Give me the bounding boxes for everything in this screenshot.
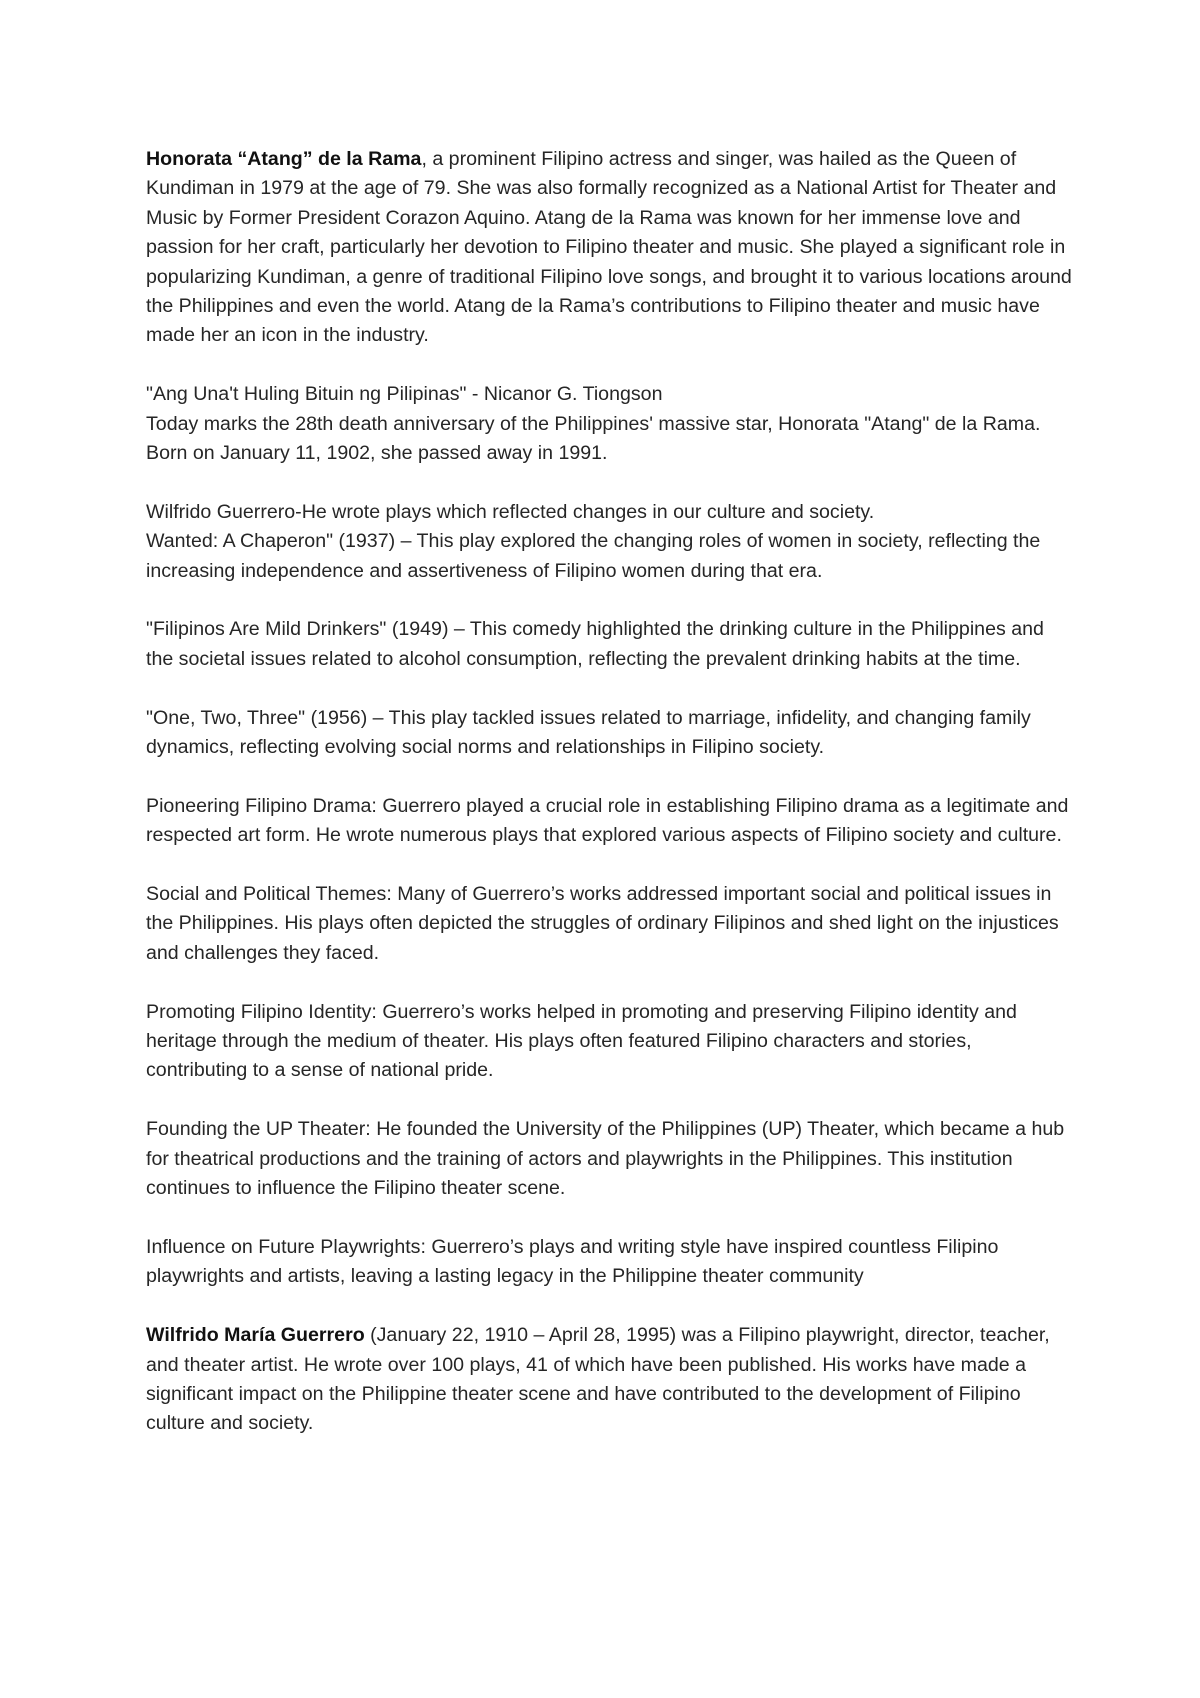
paragraph-mild-drinkers: "Filipinos Are Mild Drinkers" (1949) – This comedy highlighted the drinking culture in the Philippines and the societal issues related to alcohol consumption, reflecting the prevalent drinking habits at the time. — [146, 618, 1044, 670]
paragraph-wanted-chaperon: Wanted: A Chaperon" (1937) – This play explored the changing roles of women in society, reflecting the increasing independence and assertiveness of Filipino women during that era. — [146, 530, 1041, 582]
guerrero-bio-text: (January 22, 1910 – April 28, 1995) was a Filipino playwright, director, teacher, and theater artist. He wrote over 100 plays, 41 of which have been published. His works have made a significant impact on the Philippine theater scene and have contributed to the development of Filipino culture and society. — [146, 1324, 1050, 1435]
paragraph-one-two-three: "One, Two, Three" (1956) – This play tackled issues related to marriage, infidelity, and changing family dynamics, reflecting evolving social norms and relationships in Filipino society. — [146, 706, 1031, 759]
paragraph-atang-intro — [146, 145, 1076, 351]
paragraph-guerrero-bio — [146, 1321, 1076, 1439]
paragraph-social-political: Social and Political Themes: Many of Guerrero’s works addressed important social and political issues in the Philippines. His plays often depicted the struggles of ordinary Filipinos and shed light on the injustices and challenges they faced. — [146, 883, 1059, 964]
document-page — [146, 145, 1076, 1468]
paragraph-filipino-identity: Promoting Filipino Identity: Guerrero’s works helped in promoting and preserving Filipino identity and heritage through the medium of theater. His plays often featured Filipino characters and stories, contributing to a sense of national pride. — [146, 1000, 1017, 1082]
atang-intro-text: , a prominent Filipino actress and singer, was hailed as the Queen of Kundiman in 1979 at the age of 79. She was also formally recognized as a National Artist for Theater and Music by Former President Corazon Aquino. Atang de la Rama was known for her immense love and passion for her craft, particularly her devotion to Filipino theater and music. She played a significant role in popularizing Kundiman, a genre of traditional Filipino love songs, and brought it to various locations around the Philippines and even the world. Atang de la Rama’s contributions to Filipino theater and music have made her an icon in the industry. — [146, 148, 1072, 347]
paragraph-death-anniversary: Today marks the 28th death anniversary of the Philippines' massive star, Honorata "Atang" de la Rama. Born on January 11, 1902, she passed away in 1991. — [146, 412, 1041, 465]
paragraph-tiongson-title: "Ang Una't Huling Bituin ng Pilipinas" - Nicanor G. Tiongson — [146, 383, 663, 406]
paragraph-guerrero-plays-intro: Wilfrido Guerrero-He wrote plays which reflected changes in our culture and society. — [146, 500, 875, 523]
atang-name-bold: Honorata “Atang” de la Rama — [146, 148, 422, 170]
guerrero-name-bold: Wilfrido María Guerrero — [146, 1324, 365, 1347]
paragraph-up-theater: Founding the UP Theater: He founded the University of the Philippines (UP) Theater, which became a hub for theatrical productions and the training of actors and playwrights in the Philippines. This institution continues to influence the Filipino theater scene. — [146, 1118, 1065, 1200]
paragraph-pioneering-drama: Pioneering Filipino Drama: Guerrero played a crucial role in establishing Filipino drama as a legitimate and respected art form. He wrote numerous plays that explored various aspects of Filipino society and culture. — [146, 794, 1069, 847]
paragraph-future-playwrights: Influence on Future Playwrights: Guerrero’s plays and writing style have inspired countless Filipino playwrights and artists, leaving a lasting legacy in the Philippine theater community — [146, 1235, 999, 1288]
